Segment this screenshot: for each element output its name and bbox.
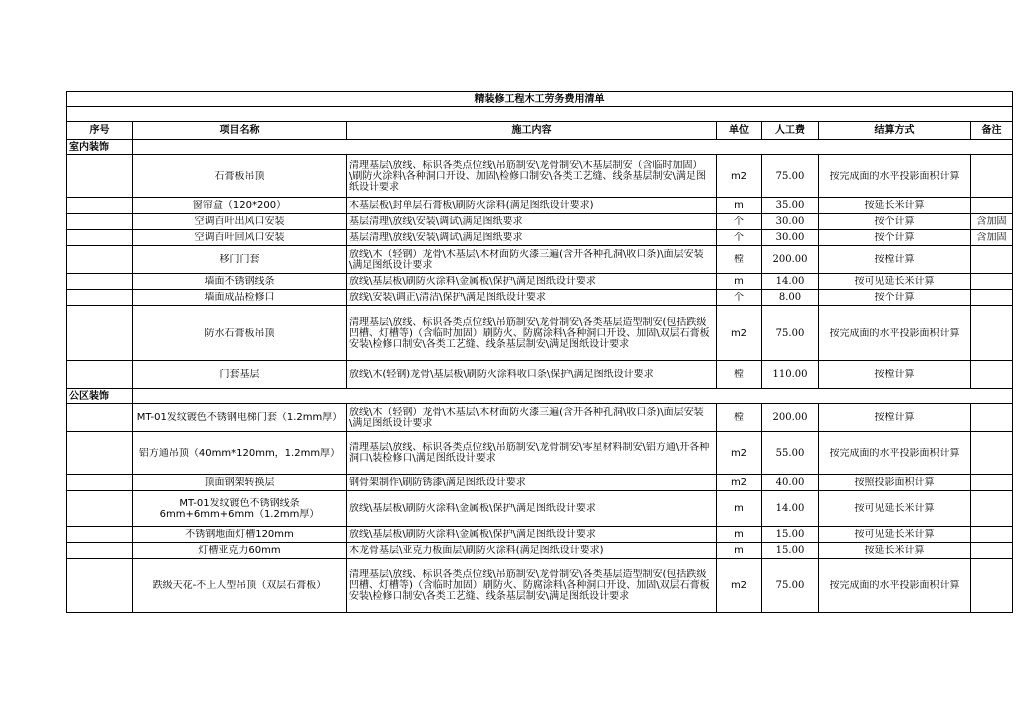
item-name [133,475,347,491]
settlement-method-text: 按可见延长米计算 [854,529,935,540]
row-index [67,543,133,559]
item-name [133,404,347,432]
settlement-method [819,246,971,274]
settlement-method-text: 按个计算 [874,292,915,303]
work-content-text: 木龙骨基层\亚克力板面层\刷防火涂料(满足图纸设计要求) [349,545,604,556]
work-content [347,198,717,214]
work-content-text: 清理基层\放线、标识各类点位线\吊筋制安\龙骨制安\零星材料制安\铝方通\开各种洞口\装检修口\满足图纸设计要求 [349,442,710,464]
work-content-text: 放线\基层板\刷防火涂料\金属板\保护\满足图纸设计要求 [349,529,596,540]
unit [717,246,762,274]
table-row [67,432,1013,475]
labor-cost-text: 30.00 [775,232,805,243]
settlement-method [819,198,971,214]
item-name [133,214,347,230]
unit-text: m [734,529,744,540]
settlement-method [819,491,971,527]
table-row [67,230,1013,246]
work-content [347,404,717,432]
item-name [133,306,347,361]
settlement-method [819,290,971,306]
settlement-method [819,274,971,290]
row-index [67,527,133,543]
item-name-text: 空调百叶回风口安装 [194,232,285,243]
settlement-method [819,432,971,475]
labor-cost [762,214,819,230]
work-content-text: 木基层板\封单层石膏板\刷防火涂料(满足图纸设计要求) [349,200,594,211]
settlement-method-text: 按樘计算 [874,412,915,423]
unit [717,527,762,543]
work-content [347,543,717,559]
section-row [67,140,1013,155]
unit-text: m2 [730,580,748,591]
item-name [133,543,347,559]
unit-text: m2 [730,327,748,339]
table-row [67,198,1013,214]
header-content: 施工内容 [347,122,717,140]
labor-cost [762,543,819,559]
item-name [133,559,347,613]
work-content-text: 放线\基层板\刷防火涂料\金属板\保护\满足图纸设计要求 [349,276,596,287]
note [971,432,1013,475]
unit-text: 个 [734,216,744,227]
settlement-method-text: 按完成面的水平投影面积计算 [829,170,960,182]
labor-cost-text: 55.00 [775,447,805,459]
labor-cost [762,230,819,246]
unit-text: 个 [734,232,744,243]
item-name [133,246,347,274]
labor-cost-text: 15.00 [775,529,805,540]
settlement-method [819,475,971,491]
unit [717,214,762,230]
settlement-method-text: 按完成面的水平投影面积计算 [829,447,960,459]
note [971,527,1013,543]
item-name-text: 石膏板吊顶 [214,170,265,182]
unit-text: 樘 [734,254,744,265]
labor-cost [762,290,819,306]
header-labor-cost: 人工费 [762,122,819,140]
table-row [67,290,1013,306]
settlement-method-text: 按完成面的水平投影面积计算 [829,327,960,339]
labor-cost [762,491,819,527]
labor-cost [762,432,819,475]
note [971,214,1013,230]
labor-cost-text: 200.00 [772,412,808,423]
row-index [67,404,133,432]
row-index [67,274,133,290]
note [971,246,1013,274]
item-name [133,274,347,290]
unit-text: 樘 [734,412,744,423]
table-row [67,274,1013,290]
settlement-method [819,559,971,613]
work-content-text: 钢骨架制作\刷防锈漆\满足图纸设计要求 [349,477,526,488]
work-content [347,491,717,527]
work-content [347,475,717,491]
settlement-method-text: 按可见延长米计算 [854,503,935,514]
settlement-method-text: 按个计算 [874,216,915,227]
row-index [67,559,133,613]
labor-cost [762,274,819,290]
work-content-text: 放线\安装\调正\清洁\保护\满足图纸设计要求 [349,292,546,303]
item-name [133,290,347,306]
work-content-text: 放线\木（轻钢）龙骨\木基层\木材面防火漆三遍(含开各种孔洞\收口条)\面层安装\满足图纸设计要求 [349,406,704,429]
section-filler [133,389,1013,404]
note [971,491,1013,527]
item-name-text: 顶面钢架转换层 [204,477,275,488]
table-row [67,306,1013,361]
unit-text: m2 [730,477,748,488]
item-name-text: 空调百叶出风口安装 [194,216,285,227]
work-content [347,246,717,274]
row-index [67,290,133,306]
labor-cost-text: 200.00 [772,254,808,265]
unit-text: 樘 [734,369,744,380]
work-content [347,155,717,198]
section-title: 公区装饰 [67,389,133,404]
note-text: 含加固 [976,216,1007,227]
table-row [67,155,1013,198]
work-content-text: 放线\木(轻钢)龙骨\基层板\刷防火涂料收口条\保护\满足图纸设计要求 [349,369,654,380]
item-name-text: 门套基层 [219,369,260,380]
row-index [67,246,133,274]
settlement-method-text: 按延长米计算 [864,545,925,556]
settlement-method-text: 按延长米计算 [864,200,925,211]
table-row [67,246,1013,274]
note [971,198,1013,214]
unit [717,198,762,214]
labor-cost [762,246,819,274]
item-name-text: 不锈钢地面灯槽120mm [185,529,294,540]
header-item-name: 项目名称 [133,122,347,140]
settlement-method [819,306,971,361]
labor-cost-text: 8.00 [778,292,802,303]
work-content-text: 放线\木（轻钢）龙骨\木基层\木材面防火漆三遍(含开各种孔洞\收口条)\面层安装\满足图纸设计要求 [349,248,704,271]
table-row [67,404,1013,432]
labor-cost-text: 75.00 [775,580,805,591]
row-index [67,432,133,475]
settlement-method [819,155,971,198]
header-settlement: 结算方式 [819,122,971,140]
labor-cost-text: 14.00 [775,503,805,514]
row-index [67,198,133,214]
table-row [67,361,1013,389]
labor-cost-text: 35.00 [775,200,805,211]
row-index [67,155,133,198]
item-name-text: MT-01发纹镀色不锈钢电梯门套（1.2mm厚） [136,412,343,423]
settlement-method [819,361,971,389]
unit [717,230,762,246]
unit [717,155,762,198]
note [971,230,1013,246]
unit-text: m [734,545,744,556]
note [971,404,1013,432]
item-name [133,230,347,246]
row-index [67,361,133,389]
labor-cost-text: 75.00 [775,170,805,182]
unit [717,404,762,432]
header-note: 备注 [971,122,1013,140]
work-content-text: 基层清理\放线\安装\调试\满足图纸要求 [349,216,523,227]
work-content-text: 清理基层\放线、标识各类点位线\吊筋制安\龙骨制安\木基层制安（含临时加固）\刷防火涂料\各种洞口开设、加固\检修口制安\各类工艺缝、线条基层制安\满足图纸设计要求 [349,159,706,193]
note [971,559,1013,613]
table-body [67,92,1013,613]
row-index [67,306,133,361]
item-name [133,432,347,475]
row-index [67,491,133,527]
cost-list-table [66,91,1013,613]
header-row [67,122,1013,140]
unit-text: m [734,503,744,514]
unit [717,475,762,491]
item-name [133,361,347,389]
table-row [67,214,1013,230]
section-filler [133,140,1013,155]
table-row [67,527,1013,543]
note [971,290,1013,306]
settlement-method [819,543,971,559]
header-unit: 单位 [717,122,762,140]
table-row [67,559,1013,613]
work-content [347,290,717,306]
note [971,361,1013,389]
table-row [67,475,1013,491]
unit-text: m [734,200,744,211]
work-content [347,527,717,543]
section-row [67,389,1013,404]
unit [717,306,762,361]
unit [717,432,762,475]
unit [717,361,762,389]
settlement-method-text: 按可见延长米计算 [854,276,935,287]
spacer-row [67,107,1013,122]
note-text: 含加固 [976,232,1007,243]
work-content [347,214,717,230]
unit [717,290,762,306]
settlement-method-text: 按樘计算 [874,369,915,380]
labor-cost-text: 15.00 [775,545,805,556]
labor-cost [762,306,819,361]
labor-cost [762,404,819,432]
item-name-text: MT-01发纹镀色不锈钢线条 6mm+6mm+6mm（1.2mm厚） [159,497,320,520]
item-name [133,527,347,543]
labor-cost-text: 14.00 [775,276,805,287]
table-row [67,491,1013,527]
item-name [133,155,347,198]
unit [717,491,762,527]
item-name-text: 窗帘盒（120*200） [192,200,287,211]
unit-text: m2 [730,170,748,182]
title-row [67,92,1013,107]
item-name [133,491,347,527]
unit [717,559,762,613]
labor-cost-text: 30.00 [775,216,805,227]
note [971,306,1013,361]
unit [717,274,762,290]
work-content [347,559,717,613]
item-name-text: 跌级天花-不上人型吊顶（双层石膏板） [152,580,327,591]
labor-cost [762,559,819,613]
note [971,274,1013,290]
labor-cost-text: 40.00 [775,477,805,488]
work-content [347,306,717,361]
sheet-title: 精装修工程木工劳务费用清单 [67,92,1013,107]
unit [717,543,762,559]
labor-cost [762,361,819,389]
labor-cost-text: 75.00 [775,327,805,339]
settlement-method-text: 按个计算 [874,232,915,243]
item-name-text: 墙面不锈钢线条 [204,276,275,287]
settlement-method-text: 按完成面的水平投影面积计算 [829,580,960,591]
settlement-method [819,230,971,246]
work-content [347,361,717,389]
note [971,543,1013,559]
row-index [67,475,133,491]
section-title: 室内装饰 [67,140,133,155]
work-content-text: 放线\基层板\刷防火涂料\金属板\保护\满足图纸设计要求 [349,503,596,514]
settlement-method-text: 按樘计算 [874,254,915,265]
item-name-text: 移门门套 [219,254,260,265]
item-name-text: 铝方通吊顶（40mm*120mm，1.2mm厚） [138,447,341,459]
labor-cost [762,198,819,214]
settlement-method-text: 按照投影面积计算 [854,477,935,488]
settlement-method [819,404,971,432]
work-content-text: 基层清理\放线\安装\调试\满足图纸要求 [349,232,523,243]
labor-cost-text: 110.00 [772,369,808,380]
work-content [347,274,717,290]
row-index [67,230,133,246]
work-content [347,432,717,475]
item-name-text: 墙面成品检修口 [204,292,275,303]
labor-cost [762,527,819,543]
unit-text: 个 [734,292,744,303]
labor-cost [762,155,819,198]
header-index: 序号 [67,122,133,140]
labor-cost [762,475,819,491]
unit-text: m [734,276,744,287]
table-row [67,543,1013,559]
item-name [133,198,347,214]
settlement-method [819,527,971,543]
note [971,155,1013,198]
settlement-method [819,214,971,230]
work-content-text: 清理基层\放线、标识各类点位线\吊筋制安\龙骨制安\各类基层造型制安(包括跌级凹槽、灯槽等)（含临时加固）刷防火、防腐涂料\各种洞口开设、加固\双层石膏板安装\检修口制安\各类工艺缝、线条基层制安\满足图纸设计要求 [349,569,710,602]
item-name-text: 防水石膏板吊顶 [204,327,275,339]
work-content-text: 清理基层\放线、标识各类点位线\吊筋制安\龙骨制安\各类基层造型制安(包括跌级凹槽、灯槽等)（含临时加固）刷防火、防腐涂料\各种洞口开设、加固\双层石膏板安装\检修口制安\各类工艺缝、线条基层制安\满足图纸设计要求 [349,316,710,350]
spacer-cell [67,107,1013,122]
row-index [67,214,133,230]
item-name-text: 灯槽亚克力60mm [198,545,281,556]
unit-text: m2 [730,447,748,459]
note [971,475,1013,491]
work-content [347,230,717,246]
